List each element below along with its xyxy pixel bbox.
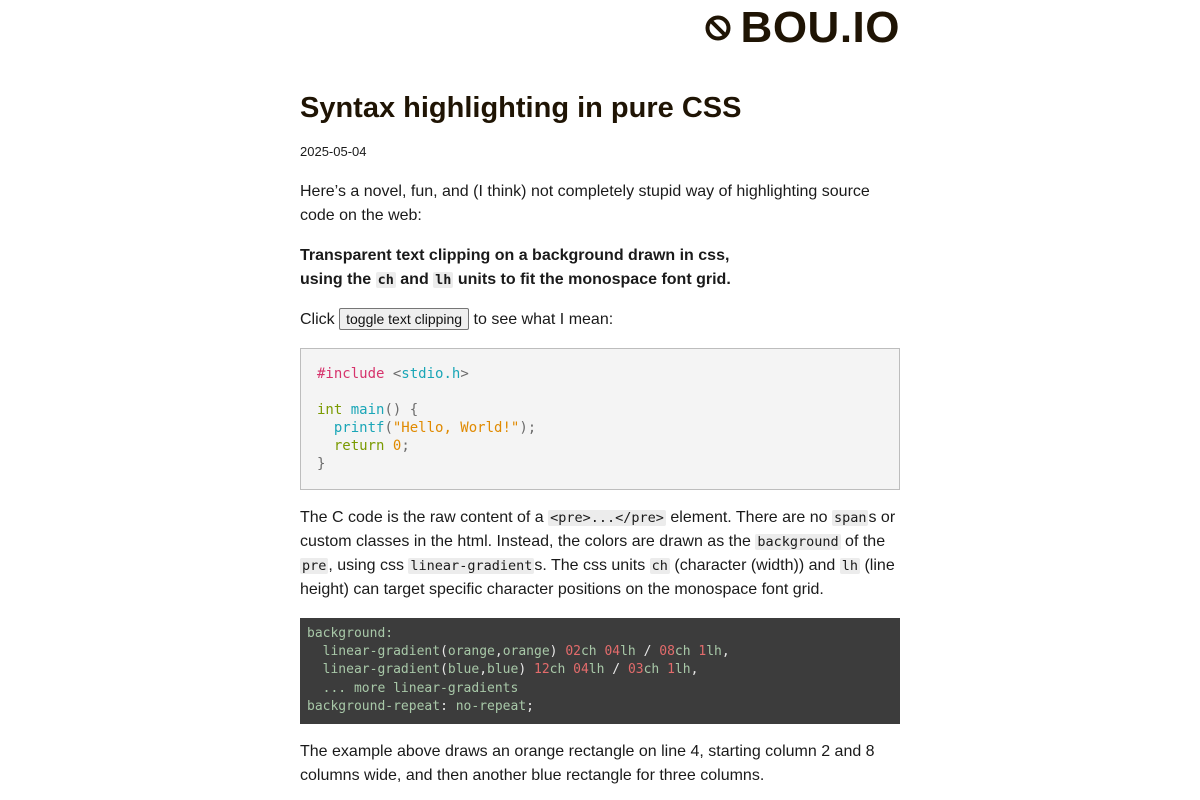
code-line-3 (317, 401, 883, 419)
click-text: Click (300, 311, 340, 328)
code-token: ); (519, 420, 537, 436)
inline-code: linear-gradient (410, 558, 533, 574)
css-token: orange (502, 644, 550, 660)
inline-code: background (757, 534, 839, 550)
code-line-2 (317, 383, 883, 401)
css-token: lh (620, 644, 636, 660)
css-token: ch (580, 644, 605, 660)
code-token: ( (384, 420, 393, 436)
article-title: Syntax highlighting in pure CSS (300, 92, 742, 124)
css-token: 1 (667, 662, 675, 678)
code-token: < (384, 366, 402, 382)
css-token: no-repeat (455, 698, 527, 714)
code-token: () { (384, 402, 419, 418)
css-token: ) (549, 644, 566, 660)
css-token: background-repeat (307, 698, 441, 714)
post-date: 2025-05-04 (300, 144, 367, 159)
thesis-text: using the (300, 271, 376, 288)
inline-code: ch (377, 272, 394, 288)
code-token: #include (317, 366, 385, 382)
inline-code: span (833, 510, 867, 526)
code-token: > (460, 366, 469, 382)
code-token: stdio.h (401, 366, 461, 382)
css-token: / (604, 662, 628, 678)
inline-code: lh (841, 558, 859, 574)
css-token: ( (440, 644, 448, 660)
thesis-text: and (395, 271, 434, 288)
code-token: } (317, 456, 326, 472)
css-token: : (440, 698, 456, 714)
code-token: ; (401, 438, 410, 454)
explain-text: (character (width)) and (669, 557, 840, 574)
css-token: lh (588, 662, 605, 678)
css-token: lh (674, 662, 691, 678)
css-token: , (690, 662, 699, 678)
css-token: 03 (627, 662, 644, 678)
css-token: , (721, 644, 730, 660)
explain-text: s or custom classes in the html. Instead, the colors are drawn as the (300, 509, 896, 550)
css-token: blue (447, 662, 480, 678)
css-line-5 (307, 698, 893, 716)
css-token: ( (440, 662, 448, 678)
thesis-line-1: Transparent text clipping on a background drawn in css, (300, 247, 730, 264)
site-logo-link[interactable] (703, 3, 900, 52)
code-token: int (317, 402, 343, 418)
explain-text: of the (840, 533, 886, 550)
code-token: return (333, 438, 385, 454)
inline-code: ch (651, 558, 668, 574)
code-line-6 (317, 455, 883, 473)
css-token: 02 (565, 644, 581, 660)
css-token: orange (447, 644, 495, 660)
css-token: lh (706, 644, 722, 660)
toggle-text-clipping-button[interactable]: toggle text clipping (339, 308, 469, 330)
inline-code: pre (302, 558, 327, 574)
css-token: linear-gradient (307, 662, 441, 678)
click-instruction (300, 308, 900, 332)
explain-text: , using css (328, 557, 409, 574)
css-token: , (479, 662, 488, 678)
css-token: , (494, 644, 503, 660)
site-brand-name: BOU.IO (740, 3, 900, 52)
inline-code: lh (435, 272, 452, 288)
code-line-5 (317, 437, 883, 455)
css-line-3 (307, 661, 893, 679)
css-token: ; (526, 698, 534, 714)
outro-paragraph: The example above draws an orange rectangle on line 4, starting column 2 and 8 columns wide, and then another blue rectangle for three columns. (300, 743, 875, 784)
code-line-1 (317, 365, 883, 383)
code-token: printf (333, 420, 385, 436)
intro-paragraph: Here’s a novel, fun, and (I think) not completely stupid way of highlighting source code on the web: (300, 183, 870, 224)
css-token: ch (674, 644, 699, 660)
css-code-sample (300, 618, 900, 724)
css-token: blue (487, 662, 519, 678)
css-token: 04 (604, 644, 621, 660)
site-header (300, 0, 900, 56)
css-token: 04 (573, 662, 589, 678)
css-token: ) (518, 662, 534, 678)
css-token: / (635, 644, 660, 660)
explain-text: element. There are no (665, 509, 832, 526)
css-token: 08 (659, 644, 675, 660)
css-line-1: background: (307, 626, 394, 641)
code-token: main (350, 402, 385, 418)
css-line-4: ... more linear-gradients (307, 680, 519, 696)
code-token: "Hello, World!" (392, 420, 520, 436)
css-token: ch (643, 662, 668, 678)
code-token: 0 (392, 438, 402, 454)
code-line-4 (317, 419, 883, 437)
inline-code: <pre>...</pre> (550, 510, 664, 526)
page (300, 0, 900, 788)
click-text: to see what I mean: (469, 311, 614, 328)
css-token: linear-gradient (307, 644, 441, 660)
explain-text: The C code is the raw content of a (300, 509, 549, 526)
c-code-sample (300, 348, 900, 490)
css-line-2 (307, 643, 893, 661)
explain-text: (line height) can target specific character positions on the monospace font grid. (300, 557, 895, 598)
css-token: 1 (698, 644, 707, 660)
css-token: ch (549, 662, 574, 678)
explanation-paragraph (300, 506, 900, 602)
thesis-paragraph (300, 244, 900, 292)
no-symbol-icon (703, 13, 733, 43)
css-token: 12 (534, 662, 550, 678)
thesis-text: units to fit the monospace font grid. (453, 271, 731, 288)
explain-text: s. The css units (534, 557, 650, 574)
